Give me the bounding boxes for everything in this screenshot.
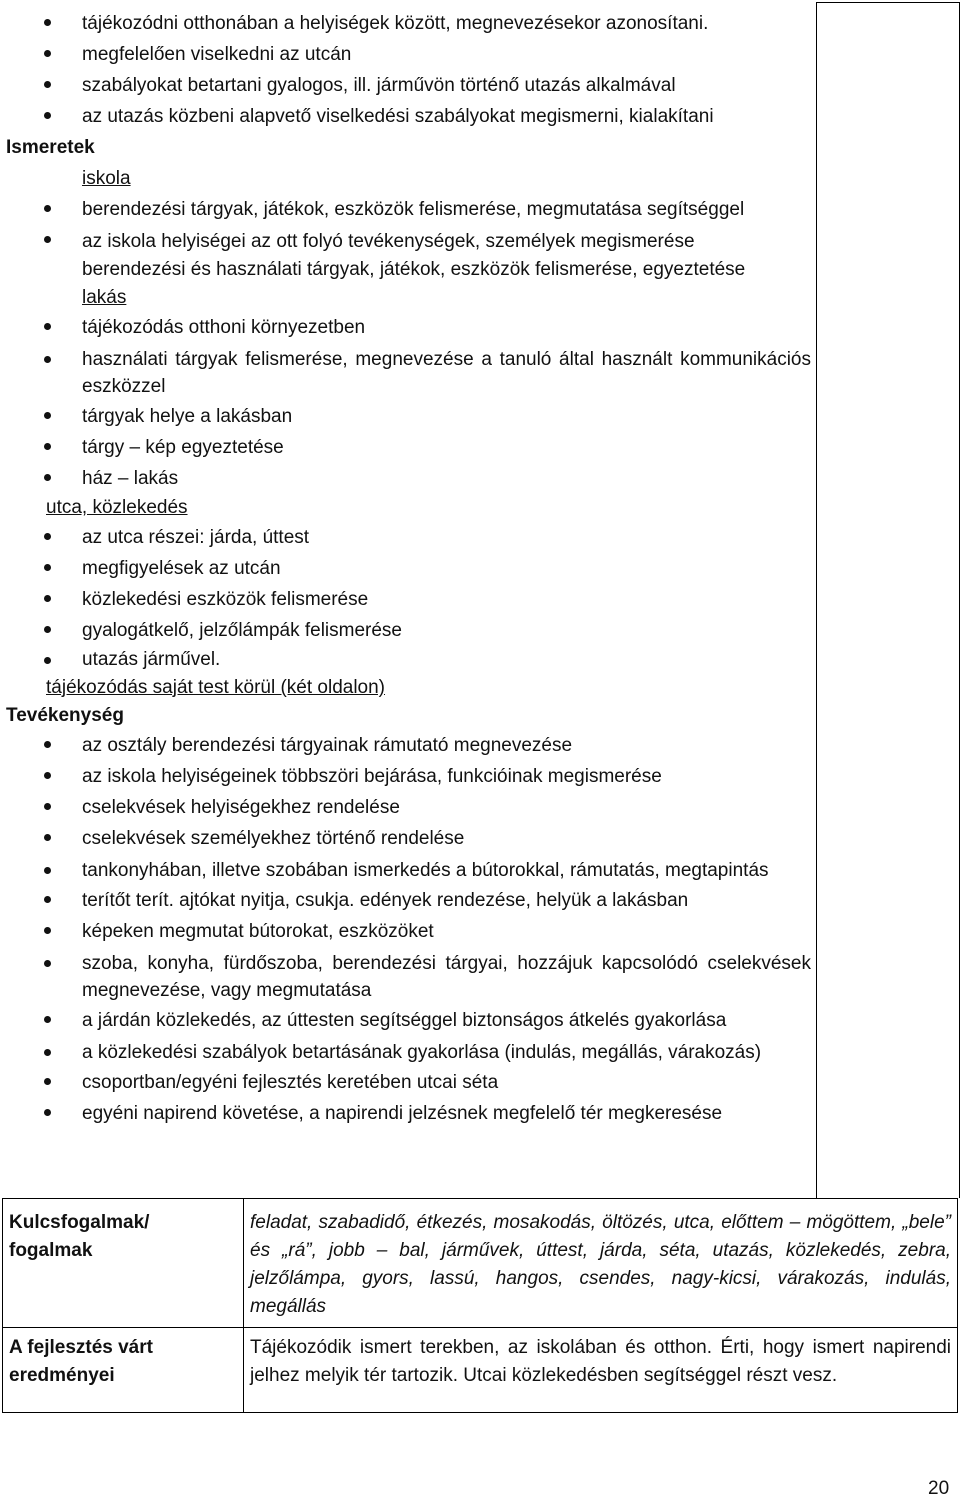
list-item: gyalogátkelő, jelzőlámpák felismerése [6,615,811,646]
subsection-lakas: lakás [82,287,127,308]
list-item: az iskola helyiségeinek többszöri bejárása, funkcióinak megismerése [6,761,811,792]
eredmenyek-value: Tájékozódik ismert terekben, az iskolában és otthon. Érti, hogy ismert napirendi jelhez melyik tér tartozik. Utcai közlekedésben segítséggel részt vesz. [244,1328,958,1413]
summary-table [2,1198,958,1413]
main-content [6,8,811,1129]
table-row [3,1328,958,1413]
list-item: képeken megmutat bútorokat, eszközöket [6,916,811,947]
list-item: szabályokat betartani gyalogos, ill. járművön történő utazás alkalmával [6,70,811,101]
frame-top-border [816,2,960,3]
list-item: terítőt terít. ajtókat nyitja, csukja. edények rendezése, helyük a lakásban [6,885,811,916]
list-item: cselekvések helyiségekhez rendelése [6,792,811,823]
list-item: szoba, konyha, fürdőszoba, berendezési tárgyai, hozzájuk kapcsolódó cselekvések megnevezése, vagy megmutatása [6,947,811,1005]
list-item: csoportban/egyéni fejlesztés keretében utcai séta [6,1067,811,1098]
list-item: tárgy – kép egyeztetése [6,432,811,463]
frame-divider [816,2,817,1198]
kulcsfogalmak-label: Kulcsfogalmak/ fogalmak [3,1199,244,1328]
list-item: berendezési tárgyak, játékok, eszközök felismerése, megmutatása segítséggel [6,194,811,225]
subsection-utca: utca, közlekedés [46,497,188,518]
list-item: az osztály berendezési tárgyainak rámutató megnevezése [6,730,811,761]
list-item: tájékozódás otthoni környezetben [6,312,811,343]
page-number: 20 [928,1478,950,1499]
list-item: megfelelően viselkedni az utcán [6,39,811,70]
list-continuation: berendezési és használati tárgyak, játékok, eszközök felismerése, egyeztetése [82,259,746,280]
list-item: az iskola helyiségei az ott folyó tevékenységek, személyek megismerése [6,225,811,256]
list-item: a közlekedési szabályok betartásának gyakorlása (indulás, megállás, várakozás) [6,1036,811,1067]
list-item: tárgyak helye a lakásban [6,401,811,432]
list-item: ház – lakás [6,463,811,494]
subsection-iskola: iskola [82,168,131,189]
list-item: közlekedési eszközök felismerése [6,584,811,615]
eredmenyek-label: A fejlesztés várt eredményei [3,1328,244,1413]
table-row [3,1199,958,1328]
list-item: tájékozódni otthonában a helyiségek között, megnevezésekor azonosítani. [6,8,811,39]
list-item: használati tárgyak felismerése, megnevezése a tanuló által használt kommunikációs eszközzel [6,343,811,401]
section-heading-ismeretek: Ismeretek [6,137,95,158]
list-item: az utca részei: járda, úttest [6,522,811,553]
section-heading-tevekenyseg: Tevékenység [6,705,124,726]
list-item: tankonyhában, illetve szobában ismerkedés a bútorokkal, rámutatás, megtapintás [6,854,811,885]
subsection-test: tájékozódás saját test körül (két oldalon) [46,677,386,698]
kulcsfogalmak-value: feladat, szabadidő, étkezés, mosakodás, öltözés, utca, előttem – mögöttem, „bele” és „rá”, jobb – bal, járművek, úttest, járda, séta, utazás, közlekedés, zebra, jelzőlámpa, gyors, lassú, hangos, csendes, nagy-kicsi, várakozás, indulás, megállás [244,1199,958,1328]
list-item: a járdán közlekedés, az úttesten segítséggel biztonságos átkelés gyakorlása [6,1005,811,1036]
list-item: az utazás közbeni alapvető viselkedési szabályokat megismerni, kialakítani [6,101,811,132]
list-item: egyéni napirend követése, a napirendi jelzésnek megfelelő tér megkeresése [6,1098,811,1129]
list-item: cselekvések személyekhez történő rendelése [6,823,811,854]
list-item: megfigyelések az utcán [6,553,811,584]
list-item: utazás járművel. [6,646,811,674]
